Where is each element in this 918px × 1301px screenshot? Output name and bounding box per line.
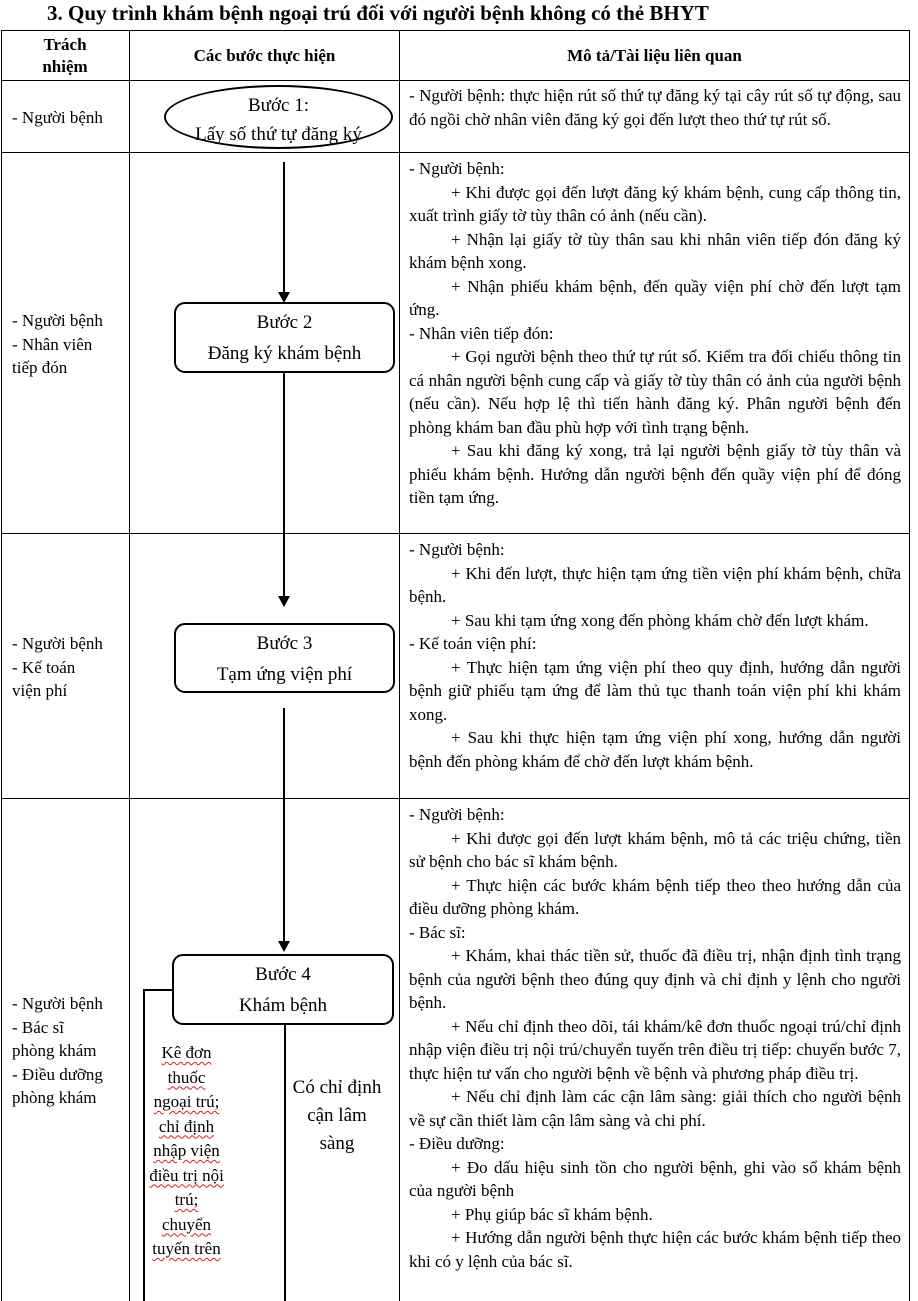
arrow-step2-to-step3-shaft: [283, 373, 285, 597]
step1-ellipse: [164, 85, 393, 149]
header-steps: Các bước thực hiện: [193, 46, 336, 65]
table-top-border: [1, 30, 910, 31]
row2-responsibility: [12, 309, 103, 380]
row2-bottom-border: [1, 533, 910, 534]
responsibility-line: - Người bệnh: [12, 311, 103, 330]
step4-label: Bước 4: [255, 964, 311, 985]
step1-label: Bước 1:: [248, 95, 309, 116]
branch-right-line-text: Có chỉ định: [292, 1077, 382, 1098]
branch-left-line-text: ngoại trú;: [153, 1092, 220, 1111]
description-paragraph: - Kế toán viện phí:: [409, 634, 537, 653]
branch-left-line-text: chuyển: [161, 1214, 212, 1234]
branch-right-line: [284, 1024, 286, 1301]
responsibility-line: - Người bệnh: [12, 634, 103, 653]
responsibility-line: - Kế toán: [12, 657, 76, 677]
row1-bottom-border: [1, 152, 910, 153]
arrow-step2-to-step3-head: [278, 596, 290, 607]
description-paragraph: + Sau khi thực hiện tạm ứng viện phí xong, hướng dẫn người bệnh đến phòng khám để chờ đến lượt khám bệnh.: [409, 728, 901, 771]
description-paragraph: + Nếu chỉ định theo dõi, tái khám/kê đơn thuốc ngoại trú/chỉ định nhập viện điều trị nội trú/chuyển tuyến trên điều trị tiếp: chuyển bước 7, thực hiện tư vấn cho người bệnh về bệnh và phương pháp điều trị.: [409, 1016, 901, 1083]
branch-left-line-text: điều trị nội: [149, 1165, 224, 1185]
header-responsibility: [1, 34, 129, 78]
description-paragraph: - Người bệnh:: [409, 159, 505, 178]
description-paragraph: + Đo dấu hiệu sinh tồn cho người bệnh, ghi vào sổ khám bệnh của người bệnh: [409, 1157, 901, 1200]
step2-title: Đăng ký khám bệnh: [207, 343, 362, 364]
branch-left-line-text: nhập viện: [153, 1141, 220, 1160]
branch-left-connector: [143, 989, 174, 991]
col2-right-border: [399, 30, 400, 1301]
description-paragraph: - Người bệnh:: [409, 540, 505, 559]
description-paragraph: - Nhân viên tiếp đón:: [409, 323, 554, 343]
branch-left-line-text: Kê đơn: [161, 1043, 212, 1062]
branch-left-line-text: thuốc: [167, 1067, 206, 1087]
responsibility-line: - Người bệnh: [12, 994, 103, 1013]
header-responsibility-line1: Trách: [43, 35, 87, 54]
row3-description: [409, 538, 901, 773]
step1-title: Lấy số thứ tự đăng ký: [195, 124, 362, 145]
description-paragraph: + Sau khi đăng ký xong, trả lại người bệnh giấy tờ tùy thân và phiếu khám bệnh. Hướng dẫn người bệnh đến quầy viện phí để đóng tiền tạm ứng.: [409, 441, 901, 507]
responsibility-line: phòng khám: [12, 1041, 97, 1060]
description-paragraph: + Thực hiện các bước khám bệnh tiếp theo theo hướng dẫn của điều dưỡng phòng khám.: [409, 875, 901, 918]
responsibility-line: phòng khám: [12, 1088, 97, 1107]
row1-description: [409, 84, 901, 131]
responsibility-line: - Điều dưỡng: [12, 1064, 103, 1084]
step3-label: Bước 3: [256, 633, 313, 654]
step2-box: [174, 302, 395, 373]
description-paragraph: + Thực hiện tạm ứng viện phí theo quy định, hướng dẫn người bệnh giữ phiếu tạm ứng để làm thủ tục thanh toán viện phí khi khám xong.: [409, 657, 901, 724]
description-paragraph: + Khám, khai thác tiền sử, thuốc đã điều trị, nhận định tình trạng bệnh của người bệnh theo đúng quy định và chỉ định y lệnh cho người bệnh.: [409, 946, 901, 1012]
description-paragraph: + Sau khi tạm ứng xong đến phòng khám chờ đến lượt khám.: [451, 610, 869, 630]
responsibility-line: viện phí: [12, 681, 68, 700]
description-paragraph: + Khi được gọi đến lượt đăng ký khám bệnh, cung cấp thông tin, xuất trình giấy tờ tùy thân có ảnh (nếu cần).: [409, 182, 901, 225]
table-right-border: [909, 30, 910, 1301]
row3-bottom-border: [1, 798, 910, 799]
row4-description: [409, 803, 901, 1273]
step2-label: Bước 2: [256, 312, 313, 333]
row3-responsibility: [12, 632, 103, 703]
description-paragraph: + Nếu chỉ định làm các cận lâm sàng: giải thích cho người bệnh về sự cần thiết làm cận lâm sàng và chi phí.: [409, 1087, 901, 1130]
document-title: 3. Quy trình khám bệnh ngoại trú đối với người bệnh không có thẻ BHYT: [47, 1, 709, 25]
responsibility-line: - Nhân viên: [12, 334, 93, 354]
responsibility-line: - Người bệnh: [12, 108, 103, 127]
description-paragraph: + Nhận phiếu khám bệnh, đến quầy viện phí chờ đến lượt tạm ứng.: [409, 276, 901, 319]
branch-left-text: [143, 1041, 230, 1262]
header-bottom-border: [1, 80, 910, 81]
description-paragraph: - Người bệnh:: [409, 805, 505, 824]
branch-left-line-text: trú;: [174, 1190, 199, 1209]
branch-right-line-text: sàng: [319, 1133, 355, 1154]
step4-title: Khám bệnh: [238, 995, 328, 1016]
responsibility-line: - Bác sĩ: [12, 1017, 64, 1037]
branch-left-line-text: tuyến trên: [152, 1239, 221, 1258]
header-responsibility-line2: nhiệm: [42, 57, 88, 76]
branch-right-text: [286, 1074, 388, 1158]
step3-title: Tạm ứng viện phí: [216, 664, 353, 685]
description-paragraph: + Nhận lại giấy tờ tùy thân sau khi nhân viên tiếp đón đăng ký khám bệnh xong.: [409, 229, 901, 272]
description-paragraph: + Gọi người bệnh theo thứ tự rút số. Kiểm tra đối chiếu thông tin cá nhân người bệnh cung cấp và giấy tờ tùy thân có ảnh của người bệnh (nếu cần). Nếu hợp lệ thì tiến hành đăng ký. Phân người bệnh đến phòng khám ban đầu phù hợp với tình trạng bệnh.: [409, 347, 901, 437]
description-paragraph: + Phụ giúp bác sĩ khám bệnh.: [451, 1204, 653, 1224]
header-description: Mô tả/Tài liệu liên quan: [567, 46, 742, 65]
arrow-step3-to-step4-head: [278, 941, 290, 952]
description-paragraph: + Hướng dẫn người bệnh thực hiện các bước khám bệnh tiếp theo khi có y lệnh của bác sĩ.: [409, 1228, 901, 1271]
col1-right-border: [129, 30, 130, 1301]
table-left-border: [1, 30, 2, 1301]
step3-box: [174, 623, 395, 693]
row1-responsibility: [12, 106, 103, 130]
description-paragraph: - Bác sĩ:: [409, 922, 466, 942]
arrow-step3-to-step4-shaft: [283, 708, 285, 942]
description-paragraph: - Người bệnh: thực hiện rút số thứ tự đăng ký tại cây rút số tự động, sau đó ngồi chờ nhân viên đăng ký gọi đến lượt theo thứ tự rút số.: [409, 86, 901, 129]
responsibility-line: tiếp đón: [12, 358, 68, 377]
row2-description: [409, 157, 901, 510]
row4-responsibility: [12, 992, 103, 1110]
branch-right-line-text: cận lâm: [307, 1105, 367, 1126]
description-paragraph: + Khi đến lượt, thực hiện tạm ứng tiền viện phí khám bệnh, chữa bệnh.: [409, 563, 901, 606]
branch-left-line-text: chỉ định: [158, 1116, 215, 1136]
arrow-step1-to-step2-shaft: [283, 162, 285, 293]
description-paragraph: + Khi được gọi đến lượt khám bệnh, mô tả các triệu chứng, tiền sử bệnh cho bác sĩ khám bệnh.: [409, 828, 901, 871]
step4-box: [172, 954, 394, 1025]
description-paragraph: - Điều dưỡng:: [409, 1134, 505, 1153]
